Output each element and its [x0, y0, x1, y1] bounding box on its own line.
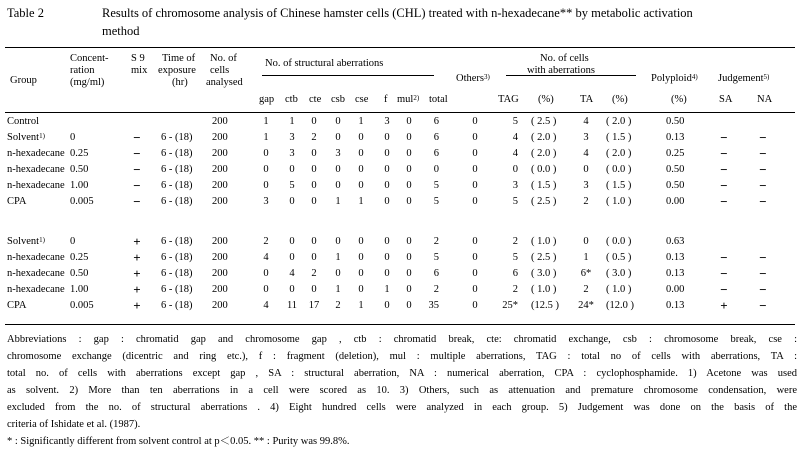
cell-tag: 2: [512, 236, 518, 247]
cell-tag: 6: [512, 268, 518, 279]
cell-csb: 1: [335, 196, 341, 207]
header-s9-2: mix: [131, 65, 148, 76]
cell-others: 0: [472, 252, 478, 263]
cell-gap: 0: [263, 284, 269, 295]
cell-tag-pct: ( 0.0 ): [531, 164, 557, 175]
cell-group: Solvent$^{1)}$: [7, 236, 45, 247]
cell-total: 6: [433, 132, 439, 143]
cell-time: 6 - (18): [161, 252, 193, 263]
cell-tag-pct: ( 2.5 ): [531, 196, 557, 207]
cell-tag-pct: (12.5 ): [531, 300, 559, 311]
cell-cells: 200: [212, 268, 228, 279]
cell-total: 0: [433, 164, 439, 175]
cell-na: −: [759, 282, 767, 297]
cell-cse: 0: [358, 132, 364, 143]
cell-poly: 0.13: [666, 268, 685, 279]
footnote-line6: criteria of Ishidate et al. (1987).: [7, 419, 141, 430]
cell-total: 2: [433, 236, 439, 247]
cell-sa: +: [720, 298, 728, 313]
cell-ctb: 0: [289, 164, 295, 175]
cell-time: 6 - (18): [161, 300, 193, 311]
cell-f: 0: [384, 300, 390, 311]
cell-s9: −: [133, 130, 141, 145]
cell-tag-pct: ( 1.0 ): [531, 284, 557, 295]
header-concentration-3: (mg/ml): [70, 77, 105, 88]
cell-s9: +: [133, 250, 141, 265]
header-polyploid: Polyploid$^{4)}$: [651, 73, 698, 84]
cell-ctb: 0: [289, 284, 295, 295]
cell-conc: 1.00: [70, 284, 89, 295]
cell-tag: 0: [512, 164, 518, 175]
cell-f: 0: [384, 148, 390, 159]
cell-tag-pct: ( 2.0 ): [531, 148, 557, 159]
cell-total: 6: [433, 268, 439, 279]
cell-tag-pct: ( 1.5 ): [531, 180, 557, 191]
cell-ctb: 0: [289, 196, 295, 207]
cell-ctb: 1: [289, 116, 295, 127]
cell-ctb: 0: [289, 252, 295, 263]
cell-f: 3: [384, 116, 390, 127]
cell-ctb: 3: [289, 148, 295, 159]
table-label: Table 2: [7, 6, 44, 20]
cell-sa: −: [720, 130, 728, 145]
cell-tag-pct: ( 2.5 ): [531, 252, 557, 263]
cell-mul: 0: [406, 284, 412, 295]
cell-tag-pct: ( 3.0 ): [531, 268, 557, 279]
cell-others: 0: [472, 180, 478, 191]
cell-total: 2: [433, 284, 439, 295]
header-time-3: (hr): [172, 77, 188, 88]
cell-mul: 0: [406, 132, 412, 143]
cell-cte: 17: [308, 300, 320, 311]
cell-ctb: 5: [289, 180, 295, 191]
cell-ta: 0: [583, 236, 589, 247]
cell-others: 0: [472, 116, 478, 127]
cell-ta-pct: ( 2.0 ): [606, 148, 632, 159]
cell-cells: 200: [212, 252, 228, 263]
header-concentration-1: Concent-: [70, 53, 109, 64]
cell-time: 6 - (18): [161, 284, 193, 295]
cell-ta-pct: ( 1.0 ): [606, 284, 632, 295]
cell-na: −: [759, 194, 767, 209]
cell-cells: 200: [212, 148, 228, 159]
cell-cte: 0: [311, 180, 317, 191]
cell-ta: 0: [583, 164, 589, 175]
cell-csb: 0: [335, 268, 341, 279]
header-with-aberrations-2: with aberrations: [527, 65, 595, 76]
cell-conc: 0.50: [70, 268, 89, 279]
top-rule: [5, 47, 795, 48]
cell-ta: 6*: [580, 268, 592, 279]
cell-csb: 0: [335, 236, 341, 247]
table-caption-line1: Results of chromosome analysis of Chinese hamster cells (CHL) treated with n-hexadecane** by metabolic activation: [102, 6, 693, 20]
cell-others: 0: [472, 300, 478, 311]
cell-group: n-hexadecane: [7, 164, 65, 175]
cell-csb: 0: [335, 164, 341, 175]
cell-cte: 0: [311, 252, 317, 263]
cell-conc: 0.005: [70, 196, 94, 207]
cell-sa: −: [720, 178, 728, 193]
cell-s9: +: [133, 282, 141, 297]
cell-ta-pct: (12.0 ): [606, 300, 634, 311]
cell-poly: 0.00: [666, 284, 685, 295]
header-na: NA: [757, 94, 773, 105]
cell-f: 0: [384, 236, 390, 247]
header-cte: cte: [309, 94, 322, 105]
header-ctb: ctb: [285, 94, 298, 105]
cell-sa: −: [720, 282, 728, 297]
cell-s9: +: [133, 234, 141, 249]
cell-na: −: [759, 162, 767, 177]
cell-f: 0: [384, 196, 390, 207]
cell-ta: 3: [583, 132, 589, 143]
cell-f: 0: [384, 180, 390, 191]
cell-total: 5: [433, 180, 439, 191]
cell-poly: 0.50: [666, 164, 685, 175]
cell-gap: 1: [263, 116, 269, 127]
header-cse: cse: [355, 94, 369, 105]
header-total: total: [429, 94, 448, 105]
cell-cells: 200: [212, 164, 228, 175]
cell-tag: 25*: [502, 300, 518, 311]
cell-na: −: [759, 178, 767, 193]
cell-gap: 4: [263, 300, 269, 311]
cell-sa: −: [720, 250, 728, 265]
header-with-aberrations-1: No. of cells: [540, 53, 589, 64]
header-cells-3: analysed: [206, 77, 243, 88]
cell-conc: 0.25: [70, 148, 89, 159]
cell-tag: 3: [512, 180, 518, 191]
cell-others: 0: [472, 284, 478, 295]
cell-cse: 0: [358, 284, 364, 295]
cell-time: 6 - (18): [161, 180, 193, 191]
cell-time: 6 - (18): [161, 236, 193, 247]
cell-cells: 200: [212, 132, 228, 143]
cell-s9: −: [133, 178, 141, 193]
header-f: f: [384, 94, 388, 105]
header-others: Others$^{3)}$: [456, 73, 490, 84]
header-ta-pct: (%): [612, 94, 628, 105]
cell-conc: 0.005: [70, 300, 94, 311]
cell-ta-pct: ( 2.0 ): [606, 116, 632, 127]
cell-sa: −: [720, 162, 728, 177]
cell-sa: −: [720, 194, 728, 209]
cell-ta-pct: ( 3.0 ): [606, 268, 632, 279]
header-structural: No. of structural aberrations: [265, 58, 384, 69]
cell-gap: 0: [263, 148, 269, 159]
cell-ta: 1: [583, 252, 589, 263]
footnote-line2: chromosome exchange (dicentric and ring etc.), f : fragment (deletion), mul : multiple aberrations, TAG : total no of cells with aberrations, TA :: [7, 351, 797, 362]
cell-total: 5: [433, 252, 439, 263]
cell-others: 0: [472, 196, 478, 207]
cell-gap: 1: [263, 132, 269, 143]
header-tag-pct: (%): [538, 94, 554, 105]
header-cells-2: cells: [210, 65, 230, 76]
cell-cse: 0: [358, 252, 364, 263]
cell-mul: 0: [406, 300, 412, 311]
cell-cte: 0: [311, 148, 317, 159]
cell-poly: 0.13: [666, 132, 685, 143]
cell-total: 5: [433, 196, 439, 207]
cell-poly: 0.13: [666, 300, 685, 311]
cell-gap: 2: [263, 236, 269, 247]
cell-na: −: [759, 130, 767, 145]
cell-ta: 2: [583, 284, 589, 295]
cell-conc: 0: [70, 236, 76, 247]
cell-mul: 0: [406, 236, 412, 247]
footnote-line7: * : Significantly different from solvent control at p＜0.05. ** : Purity was 99.8%.: [7, 436, 350, 447]
header-gap: gap: [259, 94, 275, 105]
cell-time: 6 - (18): [161, 268, 193, 279]
cell-s9: −: [133, 162, 141, 177]
cell-mul: 0: [406, 148, 412, 159]
cell-cse: 1: [358, 300, 364, 311]
header-ta: TA: [580, 94, 594, 105]
cell-cse: 0: [358, 180, 364, 191]
structural-subrule: [262, 75, 434, 76]
cell-cells: 200: [212, 300, 228, 311]
cell-ta: 4: [583, 148, 589, 159]
cell-ta: 2: [583, 196, 589, 207]
cell-mul: 0: [406, 180, 412, 191]
cell-cte: 2: [311, 132, 317, 143]
cell-csb: 1: [335, 284, 341, 295]
cell-ta: 3: [583, 180, 589, 191]
cell-mul: 0: [406, 252, 412, 263]
header-rule: [5, 112, 795, 113]
cell-f: 1: [384, 284, 390, 295]
cell-ctb: 11: [286, 300, 298, 311]
footnote-line3: total no. of cells with aberrations except gap , SA : structural aberration, NA : numerical aberration, CPA : cyclophosphamide. 1) Acetone was used: [7, 368, 797, 379]
cell-ta-pct: ( 1.5 ): [606, 180, 632, 191]
cell-cse: 0: [358, 164, 364, 175]
cell-poly: 0.25: [666, 148, 685, 159]
cell-cells: 200: [212, 180, 228, 191]
cell-na: −: [759, 298, 767, 313]
cell-f: 0: [384, 268, 390, 279]
cell-mul: 0: [406, 196, 412, 207]
cell-others: 0: [472, 148, 478, 159]
cell-time: 6 - (18): [161, 148, 193, 159]
cell-group: Control: [7, 116, 40, 127]
cell-cse: 1: [358, 196, 364, 207]
cell-cse: 0: [358, 148, 364, 159]
header-sa: SA: [719, 94, 733, 105]
header-concentration-2: ration: [70, 65, 95, 76]
cell-poly: 0.63: [666, 236, 685, 247]
cell-others: 0: [472, 236, 478, 247]
cell-cse: 0: [358, 236, 364, 247]
cell-csb: 1: [335, 252, 341, 263]
cell-tag-pct: ( 2.5 ): [531, 116, 557, 127]
cell-total: 35: [428, 300, 439, 311]
cell-conc: 0.25: [70, 252, 89, 263]
cell-group: CPA: [7, 196, 27, 207]
cell-ta-pct: ( 1.5 ): [606, 132, 632, 143]
cell-group: n-hexadecane: [7, 180, 65, 191]
cell-conc: 0: [70, 132, 76, 143]
header-mul: mul$^{2)}$: [397, 94, 420, 105]
cell-mul: 0: [406, 116, 412, 127]
cell-poly: 0.00: [666, 196, 685, 207]
cell-cte: 2: [311, 268, 317, 279]
cell-s9: −: [133, 194, 141, 209]
cell-conc: 1.00: [70, 180, 89, 191]
cell-others: 0: [472, 164, 478, 175]
cell-ta-pct: ( 0.0 ): [606, 164, 632, 175]
cell-time: 6 - (18): [161, 196, 193, 207]
header-time-1: Time of: [162, 53, 196, 64]
table-caption-line2: method: [102, 24, 140, 38]
footnote-line1: Abbreviations : gap : chromatid gap and chromosome gap , ctb : chromatid break, cte: chromatid exchange, csb : chromosome break, cse :: [7, 334, 797, 345]
cell-ta: 4: [583, 116, 589, 127]
header-s9-1: S 9: [131, 53, 145, 64]
cell-others: 0: [472, 268, 478, 279]
cell-ctb: 3: [289, 132, 295, 143]
cell-poly: 0.50: [666, 180, 685, 191]
cell-poly: 0.50: [666, 116, 685, 127]
cell-time: 6 - (18): [161, 164, 193, 175]
cell-ta-pct: ( 1.0 ): [606, 196, 632, 207]
cell-cte: 0: [311, 236, 317, 247]
cell-gap: 0: [263, 164, 269, 175]
cell-group: n-hexadecane: [7, 268, 65, 279]
cell-tag-pct: ( 1.0 ): [531, 236, 557, 247]
header-csb: csb: [331, 94, 345, 105]
cell-csb: 0: [335, 180, 341, 191]
cell-na: −: [759, 146, 767, 161]
cell-gap: 4: [263, 252, 269, 263]
cell-group: CPA: [7, 300, 27, 311]
cell-na: −: [759, 250, 767, 265]
cell-ctb: 0: [289, 236, 295, 247]
cell-cte: 0: [311, 116, 317, 127]
footnote-line5: excluded from the no. of structural aberrations . 4) Eight hundred cells were analyzed in each group. 5) Judgement was done on the basis of the: [7, 402, 797, 413]
header-polyploid-pct: (%): [671, 94, 687, 105]
cell-tag: 5: [512, 196, 518, 207]
cell-f: 0: [384, 132, 390, 143]
cell-group: n-hexadecane: [7, 148, 65, 159]
cell-sa: −: [720, 146, 728, 161]
cell-group: n-hexadecane: [7, 284, 65, 295]
cell-cells: 200: [212, 236, 228, 247]
cell-gap: 0: [263, 180, 269, 191]
cell-group: Solvent$^{1)}$: [7, 132, 45, 143]
cell-total: 6: [433, 116, 439, 127]
cell-tag: 5: [512, 116, 518, 127]
cell-cse: 1: [358, 116, 364, 127]
cell-conc: 0.50: [70, 164, 89, 175]
cell-tag: 2: [512, 284, 518, 295]
header-cells-1: No. of: [210, 53, 237, 64]
cell-time: 6 - (18): [161, 132, 193, 143]
cell-csb: 0: [335, 132, 341, 143]
cell-f: 0: [384, 252, 390, 263]
cell-ta: 24*: [578, 300, 594, 311]
cell-s9: −: [133, 146, 141, 161]
header-group: Group: [10, 75, 37, 86]
cell-csb: 0: [335, 116, 341, 127]
cell-mul: 0: [406, 268, 412, 279]
cell-cte: 0: [311, 196, 317, 207]
cell-tag: 4: [512, 132, 518, 143]
cell-s9: +: [133, 266, 141, 281]
cell-csb: 2: [335, 300, 341, 311]
cell-gap: 0: [263, 268, 269, 279]
cell-sa: −: [720, 266, 728, 281]
cell-cells: 200: [212, 284, 228, 295]
cell-others: 0: [472, 132, 478, 143]
cell-tag: 4: [512, 148, 518, 159]
cell-cse: 0: [358, 268, 364, 279]
cell-csb: 3: [335, 148, 341, 159]
bottom-rule: [5, 324, 795, 325]
header-time-2: exposure: [158, 65, 196, 76]
header-judgement: Judgement$^{5)}$: [718, 73, 770, 84]
cell-cte: 0: [311, 164, 317, 175]
cell-tag-pct: ( 2.0 ): [531, 132, 557, 143]
cell-ctb: 4: [289, 268, 295, 279]
cell-f: 0: [384, 164, 390, 175]
cell-group: n-hexadecane: [7, 252, 65, 263]
cell-total: 6: [433, 148, 439, 159]
header-tag: TAG: [498, 94, 519, 105]
cell-ta-pct: ( 0.5 ): [606, 252, 632, 263]
cell-poly: 0.13: [666, 252, 685, 263]
cell-mul: 0: [406, 164, 412, 175]
cell-na: −: [759, 266, 767, 281]
cell-cells: 200: [212, 116, 228, 127]
cell-cells: 200: [212, 196, 228, 207]
cell-gap: 3: [263, 196, 269, 207]
cell-tag: 5: [512, 252, 518, 263]
cell-ta-pct: ( 0.0 ): [606, 236, 632, 247]
cell-s9: +: [133, 298, 141, 313]
cell-cte: 0: [311, 284, 317, 295]
footnote-line4: as solvent. 2) More than ten aberrations in a cell were scored as 10. 3) Others, such as attenuation and premature chromosome condensation, were: [7, 385, 797, 396]
